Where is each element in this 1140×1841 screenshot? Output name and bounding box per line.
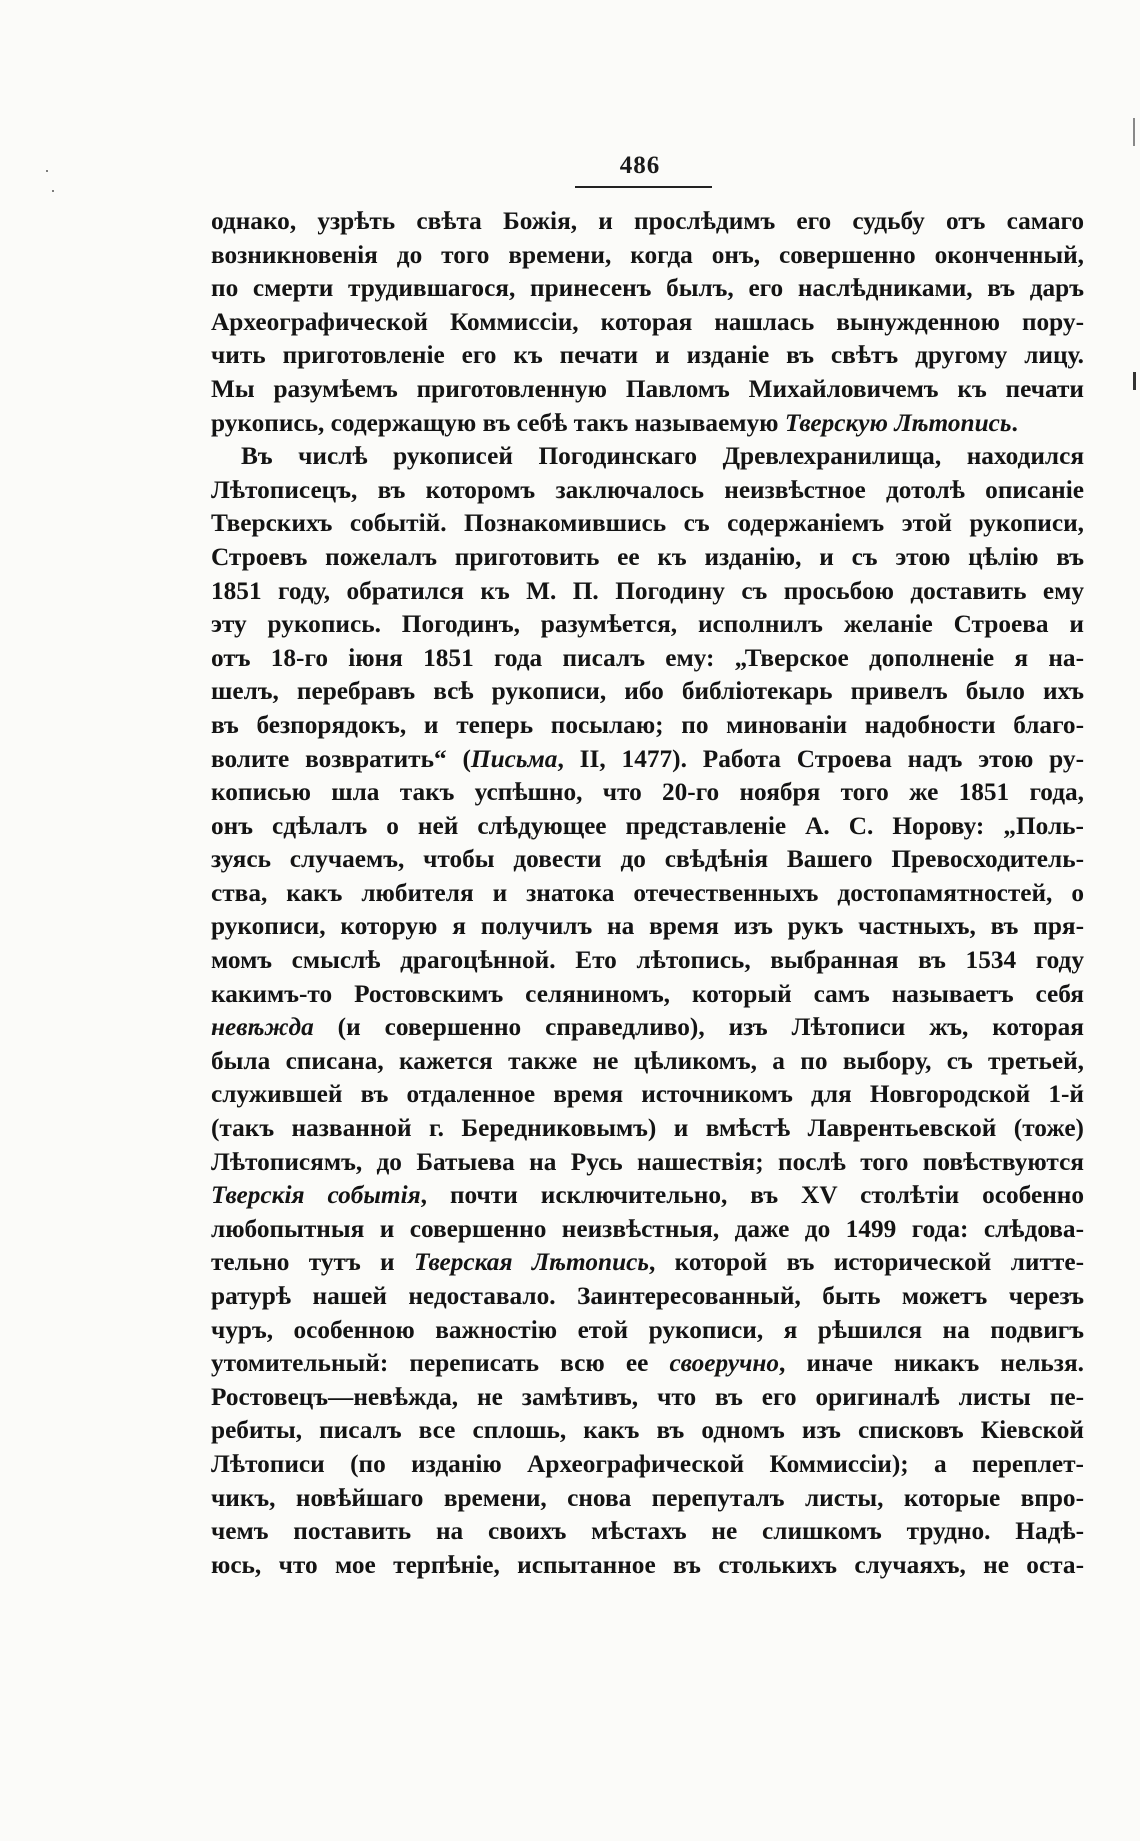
text-segment: Археографической Коммиссіи, которая нашлась вынужденною пору- [211,307,1084,336]
text-line [211,1448,1084,1482]
italic-text: Тверскую Лѣтопись [784,408,1012,437]
text-line [211,1112,1084,1146]
text-line [211,1246,1084,1280]
text-segment: , II, 1477). Работа Строева надъ этою ру- [557,744,1084,773]
text-segment: чить приготовленіе его къ печати и изданіе въ свѣтъ другому лицу. [211,341,1084,370]
text-line [211,507,1084,541]
text-line [211,306,1084,340]
text-line [211,1347,1084,1381]
text-line [211,339,1084,373]
text-segment: Лѣтописецъ, въ которомъ заключалось неизвѣстное дотолѣ описаніе [211,475,1084,504]
page-number: 486 [619,152,661,179]
text-line [211,1280,1084,1314]
text-line [211,709,1084,743]
text-line [211,608,1084,642]
text-line [211,1381,1084,1415]
text-line [211,575,1084,609]
text-line [211,642,1084,676]
text-line [211,407,1084,441]
text-line [211,743,1084,777]
text-segment: рукопись, содержащую въ себѣ такъ называемую [211,408,785,437]
text-segment: однако, узрѣть свѣта Божія, и прослѣдимъ его судьбу отъ самаго [211,207,1084,235]
text-segment: утомительный: переписать всю ее [211,1349,670,1378]
text-line [211,373,1084,407]
text-segment: какимъ-то Ростовскимъ селяниномъ, который самъ называетъ себя [211,979,1084,1008]
text-segment: въ безпорядокъ, и теперь посылаю; по минованіи надобности благо- [211,710,1084,739]
text-segment: Лѣтописямъ, до Батыева на Русь нашествія; послѣ того повѣствуются [211,1147,1084,1176]
text-segment: отъ 18-го іюня 1851 года писалъ ему: „Тверское дополненіе я на- [211,643,1084,672]
text-segment: (такъ названной г. Бередниковымъ) и вмѣстѣ Лаврентьевской (тоже) [211,1114,1084,1143]
text-segment: чуръ, особенною важностію етой рукописи, я рѣшился на подвигъ [211,1315,1084,1344]
text-segment: юсь, что мое терпѣніе, испытанное въ столькихъ случаяхъ, не оста- [211,1550,1084,1579]
text-segment: Тверскихъ событій. Познакомившись съ содержаніемъ этой рукописи, [211,509,1084,538]
text-segment: зуясь случаемъ, чтобы довести до свѣдѣнія Вашего Превосходитель- [211,845,1084,874]
italic-text: невѣжда [211,1013,314,1042]
text-line [211,1078,1084,1112]
text-segment: онъ сдѣлалъ о ней слѣдующее представленіе А. С. Норову: „Поль- [211,811,1084,840]
text-segment: Мы разумѣемъ приготовленную Павломъ Михайловичемъ къ печати [211,374,1084,403]
text-line [211,1515,1084,1549]
text-line [211,843,1084,877]
text-line [211,1146,1084,1180]
text-segment: шелъ, перебравъ всѣ рукописи, ибо библіотекарь привелъ было ихъ [211,677,1084,706]
text-line [211,910,1084,944]
text-segment: . [1011,408,1018,437]
text-line [211,944,1084,978]
text-line [211,541,1084,575]
margin-mark [1133,118,1135,146]
text-line [211,1179,1084,1213]
text-line [211,978,1084,1012]
text-line [211,1549,1084,1583]
text-line [211,1414,1084,1448]
text-line [211,675,1084,709]
text-segment: служившей въ отдаленное время источникомъ для Новгородской 1-й [211,1080,1084,1109]
scan-speck [52,190,54,192]
body-text [211,205,1084,1582]
scan-speck [46,170,48,172]
text-line [211,810,1084,844]
text-segment: эту рукопись. Погодинъ, разумѣется, исполнилъ желаніе Строева и [211,610,1084,639]
text-segment: кописью шла такъ успѣшно, что 20-го ноября того же 1851 года, [211,778,1084,807]
text-line [211,776,1084,810]
text-line [211,1213,1084,1247]
text-segment: 1851 году, обратился къ М. П. Погодину съ просьбою доставить ему [211,576,1084,605]
text-segment: возникновенія до того времени, когда онъ, совершенно оконченный, [211,240,1084,269]
margin-mark [1133,372,1136,390]
text-segment: Лѣтописи (по изданію Археографической Коммиссіи); а переплет- [211,1449,1084,1478]
text-segment: (и совершенно справедливо), изъ Лѣтописи жъ, которая [313,1013,1084,1042]
text-segment: , иначе никакъ нельзя. [779,1349,1084,1378]
text-line [211,474,1084,508]
text-segment: ребиты, писалъ все сплошь, какъ въ одномъ изъ списковъ Кіевской [211,1416,1084,1445]
text-segment: Строевъ пожелалъ приготовить ее къ изданію, и съ этою цѣлію въ [211,542,1084,571]
text-line [211,1045,1084,1079]
text-line [211,1482,1084,1516]
text-line [211,1314,1084,1348]
text-line [211,272,1084,306]
text-line [211,1011,1084,1045]
text-segment: Ростовецъ—невѣжда, не замѣтивъ, что въ его оригиналѣ листы пе- [211,1382,1084,1411]
text-segment: , которой въ исторической литте- [648,1248,1084,1277]
italic-text: Тверскія событія [211,1181,421,1210]
text-segment: тельно тутъ и [211,1248,414,1277]
text-segment: любопытныя и совершенно неизвѣстныя, даже до 1499 года: слѣдова- [211,1214,1084,1243]
text-line [211,205,1084,239]
text-segment: чикъ, новѣйшаго времени, снова перепуталъ листы, которые впро- [211,1483,1084,1512]
text-segment: ратурѣ нашей недоставало. Заинтересованный, быть можетъ черезъ [211,1282,1084,1310]
text-segment: была списана, кажется также не цѣликомъ, а по выбору, съ третьей, [211,1046,1084,1075]
text-segment: волите возвратить“ ( [211,744,471,773]
text-line [211,239,1084,273]
text-line [211,440,1084,474]
text-line [211,877,1084,911]
text-segment: по смерти трудившагося, принесенъ былъ, его наслѣдниками, въ даръ [211,274,1084,303]
page-number-rule [575,186,712,188]
italic-text: своеручно [669,1349,780,1378]
text-segment: чемъ поставить на своихъ мѣстахъ не слишкомъ трудно. Надѣ- [211,1517,1084,1546]
italic-text: Письма [470,744,558,773]
text-segment: ства, какъ любителя и знатока отечественныхъ достопамятностей, о [211,878,1084,907]
text-segment: момъ смыслѣ драгоцѣнной. Ето лѣтопись, выбранная въ 1534 году [211,946,1084,975]
text-segment: , почти исключительно, въ XV столѣтіи особенно [420,1181,1084,1210]
text-segment: Въ числѣ рукописей Погодинскаго Древлехранилища, находился [241,442,1084,471]
italic-text: Тверская Лѣтопись [413,1248,649,1277]
text-segment: рукописи, которую я получилъ на время изъ рукъ частныхъ, въ пря- [211,912,1084,941]
